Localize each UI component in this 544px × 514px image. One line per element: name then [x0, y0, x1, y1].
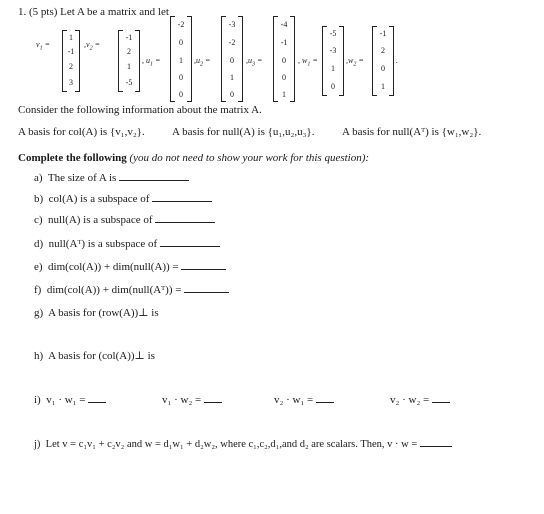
vector-entry: 0	[282, 73, 286, 82]
vector-name-w1: , $w_1$ =	[298, 56, 318, 68]
instruction	[18, 152, 369, 165]
dot-product-v1w1: v₁ · w₁ =	[46, 394, 86, 406]
part-label: g)	[34, 307, 44, 319]
vector-entry: -1	[67, 47, 75, 56]
answer-blank[interactable]	[160, 237, 220, 247]
vector-name-u2: $,u_2$ =	[194, 56, 211, 68]
part-text: A basis for (row(A))⊥ is	[48, 307, 159, 319]
part-label: c)	[34, 214, 43, 226]
vector-entry: 3	[69, 78, 73, 87]
part-label: e)	[34, 261, 43, 273]
vector-entry: 1	[230, 73, 234, 82]
part-h	[34, 350, 155, 363]
vector-entry: 0	[230, 56, 234, 65]
part-text: The size of A is	[47, 172, 117, 184]
vector-entry: 2	[69, 62, 73, 71]
dot-product-v2w1: v₂ · w₁ =	[274, 394, 314, 406]
basis-col: A basis for col(A) is {v₁,v₂}.	[18, 126, 145, 138]
vector-entry: 0	[179, 38, 183, 47]
vector-entry: -5	[125, 78, 133, 87]
part-text: null(Aᵀ) is a subspace of	[48, 238, 158, 250]
vector-entry: 1	[179, 56, 183, 65]
part-c	[34, 213, 215, 227]
vector-u3	[273, 16, 295, 102]
vector-row-period: .	[396, 56, 398, 65]
part-j	[34, 437, 452, 451]
vector-entry: 0	[179, 73, 183, 82]
part-label: f)	[34, 284, 42, 296]
vector-entry: 0	[381, 64, 385, 73]
part-label: b)	[34, 193, 44, 205]
vector-name-v2: $,v_2$ =	[84, 40, 100, 52]
vector-v2	[118, 30, 140, 92]
vector-entry: -1	[125, 33, 133, 42]
vector-entry: -1	[280, 38, 288, 47]
vector-name-w2: $,w_2$ =	[346, 56, 364, 68]
vector-u2	[221, 16, 243, 102]
vector-entry: 1	[381, 82, 385, 91]
vector-name-u3: $,u_3$ =	[246, 56, 263, 68]
part-a	[34, 171, 189, 185]
answer-blank[interactable]	[119, 171, 189, 181]
vector-entry: -3	[228, 20, 236, 29]
answer-blank[interactable]	[181, 260, 226, 270]
vector-entry: -5	[329, 29, 337, 38]
answer-blank[interactable]	[184, 283, 229, 293]
vector-w1	[322, 26, 344, 96]
vector-entry: 2	[127, 47, 131, 56]
problem-header: 1. (5 pts) Let A be a matrix and let	[18, 6, 169, 18]
consider-text: Consider the following information about the matrix A.	[18, 104, 262, 116]
part-i-item-4	[390, 393, 450, 407]
basis-null-transpose: A basis for null(Aᵀ) is {w₁,w₂}.	[342, 126, 482, 138]
vector-entry: 2	[381, 46, 385, 55]
part-i-item-2	[162, 393, 222, 407]
vector-entry: 1	[331, 64, 335, 73]
instruction-italic: (you do not need to show your work for this question):	[129, 152, 370, 164]
answer-blank[interactable]	[432, 393, 450, 403]
part-text: A basis for (col(A))⊥ is	[48, 350, 155, 362]
dot-product-v2w2: v₂ · w₂ =	[390, 394, 430, 406]
vector-name-u1: , $u_1$ =	[142, 56, 161, 68]
part-text: null(A) is a subspace of	[48, 214, 153, 226]
vector-entry: -4	[280, 20, 288, 29]
vector-u1	[170, 16, 192, 102]
part-d	[34, 237, 220, 251]
part-i	[34, 393, 106, 407]
part-g	[34, 307, 159, 320]
part-text: Let v = c₁v₁ + c₂v₂ and w = d₁w₁ + d₂w₂, where c₁,c₂,d₁,and d₂ are scalars. Then, v · w =	[45, 439, 418, 450]
part-label: a)	[34, 172, 43, 184]
vector-entry: 0	[331, 82, 335, 91]
part-label: j)	[34, 439, 41, 450]
part-text: col(A) is a subspace of	[48, 193, 150, 205]
vector-entry: -2	[228, 38, 236, 47]
dot-product-v1w2: v₁ · w₂ =	[162, 394, 202, 406]
part-text: dim(col(A)) + dim(null(A)) =	[48, 261, 179, 273]
vector-entry: 1	[127, 62, 131, 71]
instruction-bold: Complete the following	[18, 152, 127, 164]
answer-blank[interactable]	[316, 393, 334, 403]
part-f	[34, 283, 229, 297]
vector-entry: 1	[69, 33, 73, 42]
vector-entry: -1	[379, 29, 387, 38]
vector-entry: -2	[177, 20, 185, 29]
part-label: h)	[34, 350, 44, 362]
part-e	[34, 260, 226, 274]
answer-blank[interactable]	[204, 393, 222, 403]
vector-entry: 1	[282, 90, 286, 99]
answer-blank[interactable]	[88, 393, 106, 403]
answer-blank[interactable]	[155, 213, 215, 223]
part-text: dim(col(A)) + dim(null(Aᵀ)) =	[46, 284, 182, 296]
vector-entry: -3	[329, 46, 337, 55]
answer-blank[interactable]	[420, 437, 452, 447]
vector-v1	[62, 30, 80, 92]
part-i-item-3	[274, 393, 334, 407]
vector-w2	[372, 26, 394, 96]
vector-entry: 0	[179, 90, 183, 99]
basis-null: A basis for null(A) is {u₁,u₂,u₃}.	[172, 126, 315, 138]
vector-name-v1: $v_1$ =	[36, 40, 50, 52]
part-label: d)	[34, 238, 44, 250]
vector-entry: 0	[282, 56, 286, 65]
answer-blank[interactable]	[152, 192, 212, 202]
part-label: i)	[34, 394, 41, 406]
part-b	[34, 192, 212, 206]
vector-entry: 0	[230, 90, 234, 99]
